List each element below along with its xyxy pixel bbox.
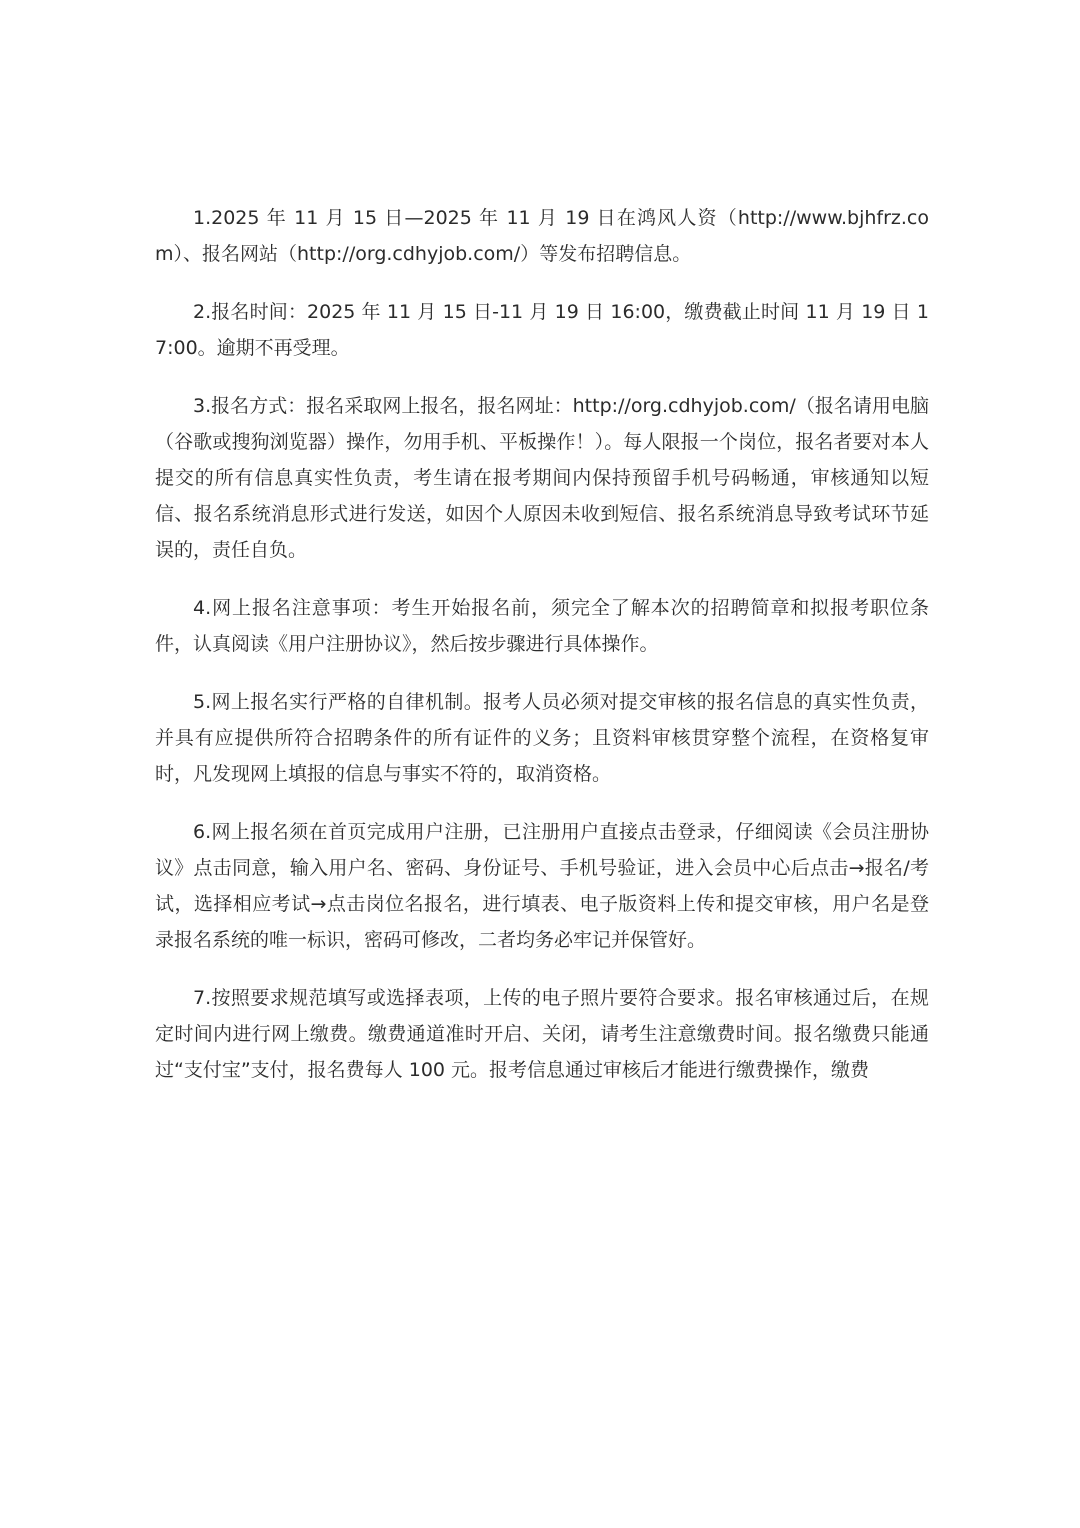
paragraph-2: 2.报名时间：2025 年 11 月 15 日-11 月 19 日 16:00，缴费截止时间 11 月 19 日 17:00。逾期不再受理。 xyxy=(155,301,929,359)
paragraph-3: 3.报名方式：报名采取网上报名，报名网址：http://org.cdhyjob.com/（报名请用电脑（谷歌或搜狗浏览器）操作，勿用手机、平板操作！）。每人限报一个岗位，报名者要对本人提交的所有信息真实性负责，考生请在报考期间内保持预留手机号码畅通，审核通知以短信、报名系统消息形式进行发送，如因个人原因未收到短信、报名系统消息导致考试环节延误的，责任自负。 xyxy=(155,395,929,561)
paragraph-1: 1.2025 年 11 月 15 日—2025 年 11 月 19 日在鸿风人资（http://www.bjhfrz.com）、报名网站（http://org.cdhyjob.com/）等发布招聘信息。 xyxy=(155,207,929,265)
paragraph-5: 5.网上报名实行严格的自律机制。报考人员必须对提交审核的报名信息的真实性负责，并具有应提供所符合招聘条件的所有证件的义务；且资料审核贯穿整个流程，在资格复审时，凡发现网上填报的信息与事实不符的，取消资格。 xyxy=(155,691,929,785)
document-body xyxy=(155,200,929,1110)
paragraph-6: 6.网上报名须在首页完成用户注册，已注册用户直接点击登录，仔细阅读《会员注册协议》点击同意，输入用户名、密码、身份证号、手机号验证，进入会员中心后点击→报名/考试，选择相应考试→点击岗位名报名，进行填表、电子版资料上传和提交审核，用户名是登录报名系统的唯一标识，密码可修改，二者均务必牢记并保管好。 xyxy=(155,821,929,951)
paragraph-7: 7.按照要求规范填写或选择表项，上传的电子照片要符合要求。报名审核通过后，在规定时间内进行网上缴费。缴费通道准时开启、关闭，请考生注意缴费时间。报名缴费只能通过“支付宝”支付，报名费每人 100 元。报考信息通过审核后才能进行缴费操作，缴费 xyxy=(155,987,929,1081)
paragraph-4: 4.网上报名注意事项：考生开始报名前，须完全了解本次的招聘简章和拟报考职位条件，认真阅读《用户注册协议》，然后按步骤进行具体操作。 xyxy=(155,597,929,655)
